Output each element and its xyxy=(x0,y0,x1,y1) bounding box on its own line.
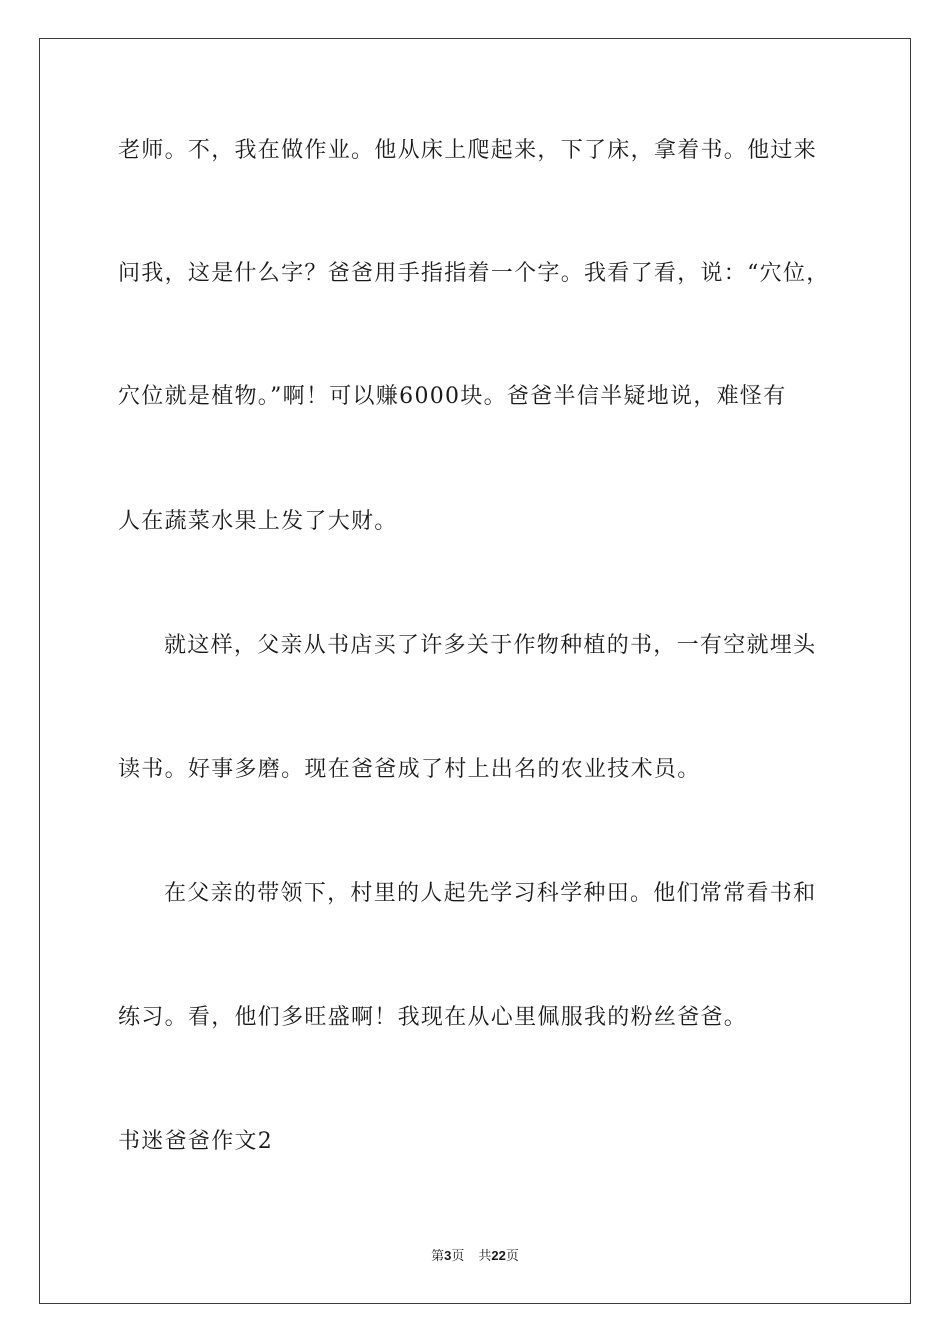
page-footer xyxy=(0,1247,950,1266)
body-line-7: 在父亲的带领下，村里的人起先学习科学种田。他们常常看书和 xyxy=(164,881,817,906)
footer-page-suffix: 页 xyxy=(451,1249,465,1264)
footer-page-prefix: 第 xyxy=(431,1249,445,1264)
footer-total-pages: 22 xyxy=(491,1248,506,1263)
page-border xyxy=(39,38,911,1304)
section-title: 书迷爸爸作文2 xyxy=(118,1129,274,1154)
footer-total-prefix: 共 xyxy=(478,1249,492,1264)
body-line-2: 问我，这是什么字？爸爸用手指指着一个字。我看了看，说：“穴位， xyxy=(118,261,830,286)
body-line-5: 就这样，父亲从书店买了许多关于作物种植的书，一有空就埋头 xyxy=(164,633,817,658)
footer-page-number: 3 xyxy=(444,1248,452,1263)
footer-total-suffix: 页 xyxy=(505,1249,519,1264)
body-line-3: 穴位就是植物。”啊！可以赚6000块。爸爸半信半疑地说，难怪有 xyxy=(118,384,787,409)
body-line-6: 读书。好事多磨。现在爸爸成了村上出名的农业技术员。 xyxy=(118,757,701,782)
body-line-4: 人在蔬菜水果上发了大财。 xyxy=(118,509,398,534)
body-line-8: 练习。看，他们多旺盛啊！我现在从心里佩服我的粉丝爸爸。 xyxy=(118,1005,748,1030)
body-line-1: 老师。不，我在做作业。他从床上爬起来，下了床，拿着书。他过来 xyxy=(118,138,818,163)
